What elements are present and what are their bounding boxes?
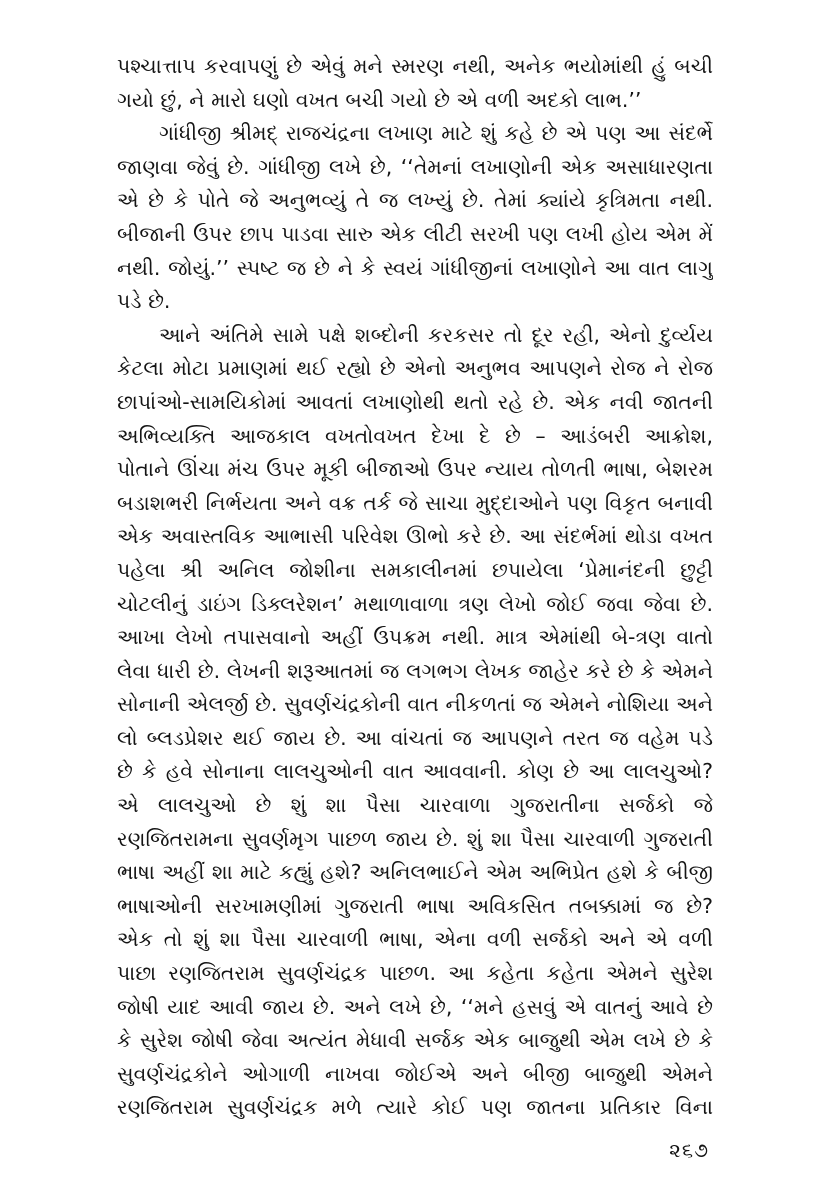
text-line: એ છે કે પોતે જે અનુભવ્યું તે જ લખ્યું છે. તેમાં ક્યાંયે કૃત્રિમતા નથી. [117,188,713,213]
text-line: જોષી યાદ આવી જાય છે. અને લખે છે, ‘‘મને હસવું એ વાતનું આવે છે [117,994,713,1019]
text-line: ભાષાઓની સરખામણીમાં ગુજરાતી ભાષા અવિકસિત તબક્કામાં જ છે? [117,893,713,918]
paragraph-2 [117,117,713,319]
paragraph-1 [117,50,713,117]
text-line: બડાશભરી નિર્ભયતા અને વક્ર તર્ક જે સાચા મુદ્દાઓને પણ વિકૃત બનાવી [117,490,713,515]
text-line: છે કે હવે સોનાના લાલચુઓની વાત આવવાની. કોણ છે આ લાલચુઓ? [117,759,713,784]
text-line: છાપાંઓ-સામયિકોમાં આવતાં લખાણોથી થતો રહે છે. એક નવી જાતની [117,389,713,414]
text-line [117,1159,713,1193]
text-line: કે સુરેશ જોષી જેવા અત્યંત મેધાવી સર્જક એક બાજુથી એમ લખે છે કે [117,1028,713,1053]
text-line: રણજિતરામ સુવર્ણચંદ્રક મળે ત્યારે કોઈ પણ જાતના પ્રતિકાર વિના [117,1095,713,1120]
text-line: લેવા ધારી છે. લેખની શરૂઆતમાં જ લગભગ લેખક જાહેર કરે છે કે એમને [117,658,713,683]
text-line: બીજાની ઉપર છાપ પાડવા સારુ એક લીટી સરખી પણ લખી હોય એમ મેં [117,221,713,246]
text-line: અભિવ્યક્તિ આજકાલ વખતોવખત દેખા દે છે – આડંબરી આક્રોશ, [117,423,713,448]
text-line: સુવર્ણચંદ્રકોને ઓગાળી નાખવા જોઈએ અને બીજી બાજુથી એમને [117,1061,713,1086]
text-line: એક તો શું શા પૈસા ચારવાળી ભાષા, એના વળી સર્જકો અને એ વળી [117,927,713,952]
text-line: પાછા રણજિતરામ સુવર્ણચંદ્રક પાછળ. આ કહેતા કહેતા એમને સુરેશ [117,961,713,986]
text-line [117,1125,713,1159]
page-number: ૨૬૭ [669,1138,709,1162]
text-line: પશ્ચાત્તાપ કરવાપણું છે એવું મને સ્મરણ નથી, અનેક ભયોમાંથી હું બચી [117,54,713,78]
text-line: નથી. જોયું.’’ સ્પષ્ટ જ છે ને કે સ્વયં ગાંધીજીનાં લખાણોને આ વાત લાગુ [117,255,713,280]
text-line: પડે છે. [117,289,171,314]
text-line: સોનાની એલર્જી છે. સુવર્ણચંદ્રકોની વાત નીકળતાં જ એમને નોશિયા અને [117,692,713,717]
text-line: ગયો છું, ને મારો ઘણો વખત બચી ગયો છે એ વળી અદકો લાભ.’’ [117,87,642,112]
text-line: એ લાલચુઓ છે શું શા પૈસા ચારવાળા ગુજરાતીના સર્જકો જે [117,793,713,818]
paragraph-3 [117,319,713,1192]
text-line: ભાષા અહીં શા માટે કહ્યું હશે? અનિલભાઈને એમ અભિપ્રેત હશે કે બીજી [117,860,713,885]
text-line: લો બ્લડપ્રેશર થઈ જાય છે. આ વાંચતાં જ આપણને તરત જ વહેમ પડે [117,725,713,750]
text-line: ગાંધીજી શ્રીમદ્ રાજચંદ્રના લખાણ માટે શું કહે છે એ પણ આ સંદર્ભે [159,121,713,146]
text-line: એક અવાસ્તવિક આભાસી પરિવેશ ઊભો કરે છે. આ સંદર્ભમાં થોડા વખત [117,524,713,549]
text-line: ચોટલીનું ડાઇંગ ડિક્લરેશન’ મથાળાવાળા ત્રણ લેખો જોઈ જવા જેવા છે. [117,591,713,616]
text-line: આને અંતિમે સામે પક્ષે શબ્દોની કરકસર તો દૂર રહી, એનો દુર્વ્યય [159,322,713,347]
text-line: જાણવા જેવું છે. ગાંધીજી લખે છે, ‘‘તેમનાં લખાણોની એક અસાધારણતા [117,154,713,179]
text-line: કેટલા મોટા પ્રમાણમાં થઈ રહ્યો છે એનો અનુભવ આપણને રોજ ને રોજ [117,356,713,381]
text-line: આખા લેખો તપાસવાનો અહીં ઉપક્રમ નથી. માત્ર એમાંથી બે-ત્રણ વાતો [117,625,713,650]
body-text [117,50,713,1192]
text-line: રણજિતરામના સુવર્ણમૃગ પાછળ જાય છે. શું શા પૈસા ચારવાળી ગુજરાતી [117,826,713,851]
text-line: પોતાને ઊંચા મંચ ઉપર મૂકી બીજાઓ ઉપર ન્યાય તોળતી ભાષા, બેશરમ [117,457,713,482]
text-line: પહેલા શ્રી અનિલ જોશીના સમકાલીનમાં છપાયેલા ‘પ્રેમાનંદની છુટ્ટી [117,557,713,582]
